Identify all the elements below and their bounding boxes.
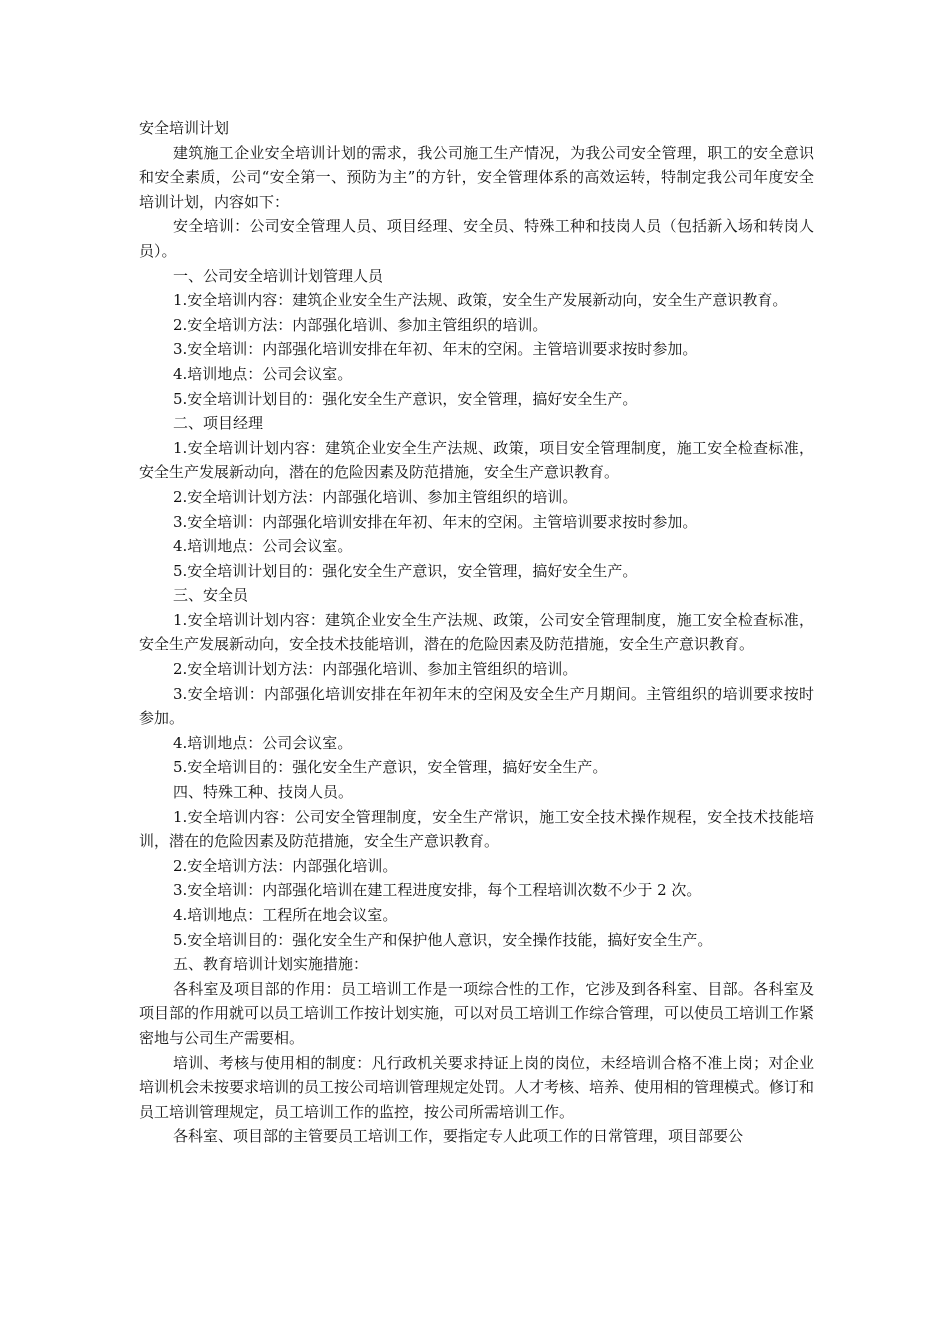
- section-heading: 二、项目经理: [173, 414, 264, 433]
- section-heading: 一、公司安全培训计划管理人员: [173, 266, 384, 285]
- paragraph: 1.安全培训计划内容：建筑企业安全生产法规、政策，项目安全管理制度，施工安全检查标准，安全生产发展新动向，潜在的危险因素及防范措施，安全生产意识教育。: [139, 438, 814, 482]
- paragraph: 4.培训地点：工程所在地会议室。: [173, 906, 398, 924]
- paragraph: 5.安全培训目的：强化安全生产和保护他人意识，安全操作技能，搞好安全生产。: [173, 930, 713, 949]
- paragraph: 各科室、项目部的主管要员工培训工作，要指定专人此项工作的日常管理，项目部要公: [173, 1127, 744, 1146]
- paragraph: 3.安全培训：内部强化培训安排在年初年末的空闲及安全生产月期间。主管组织的培训要求按时参加。: [139, 684, 814, 728]
- paragraph: 3.安全培训：内部强化培训安排在年初、年末的空闲。主管培训要求按时参加。: [173, 512, 698, 531]
- paragraph: 4.培训地点：公司会议室。: [173, 537, 353, 556]
- document-body: [139, 116, 814, 1149]
- paragraph: 培训、考核与使用相的制度：凡行政机关要求持证上岗的岗位，未经培训合格不准上岗；对企业培训机会未按要求培训的员工按公司培训管理规定处罚。人才考核、培养、使用相的管理模式。修订和员工培训管理规定，员工培训工作的监控，按公司所需培训工作。: [139, 1053, 815, 1121]
- paragraph: 各科室及项目部的作用：员工培训工作是一项综合性的工作，它涉及到各科室、目部。各科室及项目部的作用就可以员工培训工作按计划实施，可以对员工培训工作综合管理，可以使员工培训工作紧密地与公司生产需要相。: [139, 979, 815, 1047]
- paragraph: 1.安全培训内容：建筑企业安全生产法规、政策，安全生产发展新动向，安全生产意识教育。: [173, 291, 788, 310]
- paragraph: 3.安全培训：内部强化培训在建工程进度安排，每个工程培训次数不少于 2 次。: [173, 881, 702, 900]
- paragraph: 建筑施工企业安全培训计划的需求，我公司施工生产情况，为我公司安全管理，职工的安全意识和安全素质，公司“安全第一、预防为主”的方针，安全管理体系的高效运转，特制定我公司年度安全培训计划，内容如下：: [139, 143, 814, 211]
- paragraph: 3.安全培训：内部强化培训安排在年初、年末的空闲。主管培训要求按时参加。: [173, 340, 698, 359]
- paragraph: 2.安全培训计划方法：内部强化培训、参加主管组织的培训。: [173, 487, 578, 506]
- section-heading: 五、教育培训计划实施措施：: [173, 955, 369, 974]
- document-title: 安全培训计划: [139, 119, 230, 137]
- paragraph: 4.培训地点：公司会议室。: [173, 364, 353, 383]
- paragraph: 5.安全培训计划目的：强化安全生产意识，安全管理，搞好安全生产。: [173, 561, 638, 580]
- paragraph: 5.安全培训目的：强化安全生产意识，安全管理，搞好安全生产。: [173, 758, 608, 777]
- paragraph: 2.安全培训计划方法：内部强化培训、参加主管组织的培训。: [173, 660, 578, 679]
- section-heading: 三、安全员: [173, 586, 249, 605]
- paragraph: 2.安全培训方法：内部强化培训。: [173, 856, 398, 875]
- paragraph: 安全培训：公司安全管理人员、项目经理、安全员、特殊工种和技岗人员（包括新入场和转岗人员）。: [139, 217, 814, 260]
- paragraph: 1.安全培训计划内容：建筑企业安全生产法规、政策，公司安全管理制度，施工安全检查标准，安全生产发展新动向，安全技术技能培训，潜在的危险因素及防范措施，安全生产意识教育。: [139, 610, 814, 654]
- paragraph: 4.培训地点：公司会议室。: [173, 733, 353, 752]
- paragraph: 5.安全培训计划目的：强化安全生产意识，安全管理，搞好安全生产。: [173, 389, 638, 408]
- section-heading: 四、特殊工种、技岗人员。: [173, 783, 354, 802]
- paragraph: 1.安全培训内容：公司安全管理制度，安全生产常识，施工安全技术操作规程，安全技术技能培训，潜在的危险因素及防范措施，安全生产意识教育。: [139, 807, 814, 851]
- paragraph: 2.安全培训方法：内部强化培训、参加主管组织的培训。: [173, 315, 548, 334]
